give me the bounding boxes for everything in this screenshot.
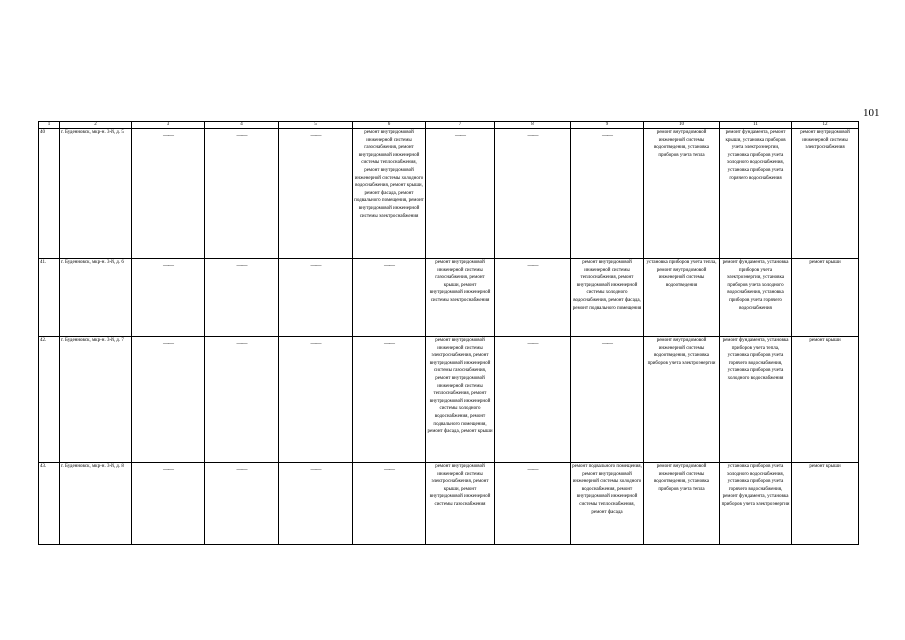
work-cell: ремонт крыши	[792, 337, 859, 463]
work-cell: ремонт внутридомовой инженерной системы водоотведения, установка приборов учета тепла	[644, 463, 720, 545]
dash-mark: ——	[163, 133, 173, 139]
address-cell: г. Буденновск, мкр-н. 3-й, д. 8	[60, 463, 132, 545]
address-cell: г. Буденновск, мкр-н. 3-й, д. 7	[60, 337, 132, 463]
work-cell: ремонт внутридомовой инженерной системы электроснабжения, ремонт внутридомовой инженерной системы газоснабжения, ремонт внутридомовой инженерной системы теплоснабжения, ремонт внутридомовой инженерной системы холодного водоснабжения, ремонт подвального помещения, ремонт фасада, ремонт крыши	[426, 337, 495, 463]
repair-schedule-table	[38, 121, 859, 545]
table-cell	[495, 259, 571, 337]
column-header: 8	[495, 122, 571, 129]
work-cell: ремонт внутридомовой инженерной системы электроснабжения	[792, 129, 859, 259]
dash-mark: ——	[527, 133, 538, 139]
table-cell	[353, 337, 426, 463]
work-cell: ремонт внутридомовой инженерной системы газоснабжения, ремонт внутридомовой инженерной системы теплоснабжения, ремонт внутридомовой инженерной системы холодного водоснабжения, ремонт крыши, ремонт фасада, ремонт подвального помещения, ремонт внутридомовой инженерной системы электроснабжения	[353, 129, 426, 259]
table-cell	[132, 129, 205, 259]
table-cell	[205, 463, 279, 545]
column-header: 7	[426, 122, 495, 129]
table-cell	[426, 129, 495, 259]
table-cell	[495, 463, 571, 545]
column-header: 5	[279, 122, 353, 129]
column-number-row	[39, 122, 859, 129]
dash-mark: ——	[384, 263, 394, 269]
work-cell: ремонт фундамента, ремонт крыши, установка приборов учета электроэнергии, установка приборов учета холодного водоснабжения, установка приборов учета горячего водоснабжения	[720, 129, 792, 259]
table-cell	[279, 129, 353, 259]
work-cell: ремонт фундамента, установка приборов учета электроэнергии, установка приборов учета холодного водоснабжения, установка приборов учета горячего водоснабжения	[720, 259, 792, 337]
row-number: 41.	[39, 259, 60, 337]
dash-mark: ——	[527, 263, 538, 269]
dash-mark: ——	[310, 133, 321, 139]
column-header: 12	[792, 122, 859, 129]
column-header: 4	[205, 122, 279, 129]
dash-mark: ——	[163, 263, 173, 269]
work-cell: ремонт крыши	[792, 259, 859, 337]
work-cell: ремонт внутридомовой инженерной системы водоотведения, установка приборов учета электроэнергии	[644, 337, 720, 463]
dash-mark: ——	[455, 133, 465, 139]
dash-mark: ——	[602, 133, 612, 139]
work-cell: ремонт крыши	[792, 463, 859, 545]
dash-mark: ——	[384, 467, 394, 473]
column-header: 3	[132, 122, 205, 129]
column-header: 6	[353, 122, 426, 129]
table-cell	[495, 129, 571, 259]
work-cell: ремонт подвального помещения, ремонт внутридомовой инженерной системы холодного водоснабжения, ремонт внутридомовой инженерной системы теплоснабжения, ремонт фасада	[571, 463, 644, 545]
page-number: 101	[863, 107, 880, 119]
row-number: 40	[39, 129, 60, 259]
table-row	[39, 129, 859, 259]
work-cell: ремонт внутридомовой инженерной системы теплоснабжения, ремонт внутридомовой инженерной системы холодного водоснабжения, ремонт фасада, ремонт подвального помещения	[571, 259, 644, 337]
row-number: 43.	[39, 463, 60, 545]
column-header: 2	[60, 122, 132, 129]
dash-mark: ——	[236, 467, 247, 473]
dash-mark: ——	[163, 341, 173, 347]
table-cell	[353, 259, 426, 337]
table-row	[39, 259, 859, 337]
dash-mark: ——	[310, 341, 321, 347]
table-cell	[132, 259, 205, 337]
work-cell: ремонт внутридомовой инженерной системы газоснабжения, ремонт крыши, ремонт внутридомовой инженерной системы электроснабжения	[426, 259, 495, 337]
table-cell	[205, 259, 279, 337]
dash-mark: ——	[602, 341, 612, 347]
address-cell: г. Буденновск, мкр-н. 3-й, д. 5	[60, 129, 132, 259]
work-cell: установка приборов учета холодного водоснабжения, установка приборов учета горячего водоснабжения, ремонт фундамента, установка приборов учета электроэнергии	[720, 463, 792, 545]
table-cell	[279, 337, 353, 463]
dash-mark: ——	[236, 341, 247, 347]
dash-mark: ——	[310, 467, 321, 473]
table-row	[39, 337, 859, 463]
column-header: 1	[39, 122, 60, 129]
table-cell	[132, 337, 205, 463]
dash-mark: ——	[527, 341, 538, 347]
row-number: 42.	[39, 337, 60, 463]
table-row	[39, 463, 859, 545]
dash-mark: ——	[236, 263, 247, 269]
dash-mark: ——	[527, 467, 538, 473]
work-cell: ремонт внутридомовой инженерной системы электроснабжения, ремонт крыши, ремонт внутридомовой инженерной системы газоснабжения	[426, 463, 495, 545]
column-header: 11	[720, 122, 792, 129]
dash-mark: ——	[236, 133, 247, 139]
table-cell	[571, 129, 644, 259]
column-header: 10	[644, 122, 720, 129]
table-cell	[279, 259, 353, 337]
table-cell	[205, 337, 279, 463]
dash-mark: ——	[163, 467, 173, 473]
work-cell: ремонт фундамента, установка приборов учета тепла, установка приборов учета горячего водоснабжения, установка приборов учета холодного водоснабжения	[720, 337, 792, 463]
work-cell: ремонт внутридомовой инженерной системы водоотведения, установка приборов учета тепла	[644, 129, 720, 259]
table-cell	[132, 463, 205, 545]
dash-mark: ——	[384, 341, 394, 347]
work-cell: установка приборов учета тепла, ремонт внутридомовой инженерной системы водоотведения	[644, 259, 720, 337]
table-cell	[279, 463, 353, 545]
dash-mark: ——	[310, 263, 321, 269]
table-cell	[205, 129, 279, 259]
address-cell: г. Буденновск, мкр-н. 3-й, д. 6	[60, 259, 132, 337]
table-cell	[353, 463, 426, 545]
column-header: 9	[571, 122, 644, 129]
table-cell	[495, 337, 571, 463]
table-cell	[571, 337, 644, 463]
